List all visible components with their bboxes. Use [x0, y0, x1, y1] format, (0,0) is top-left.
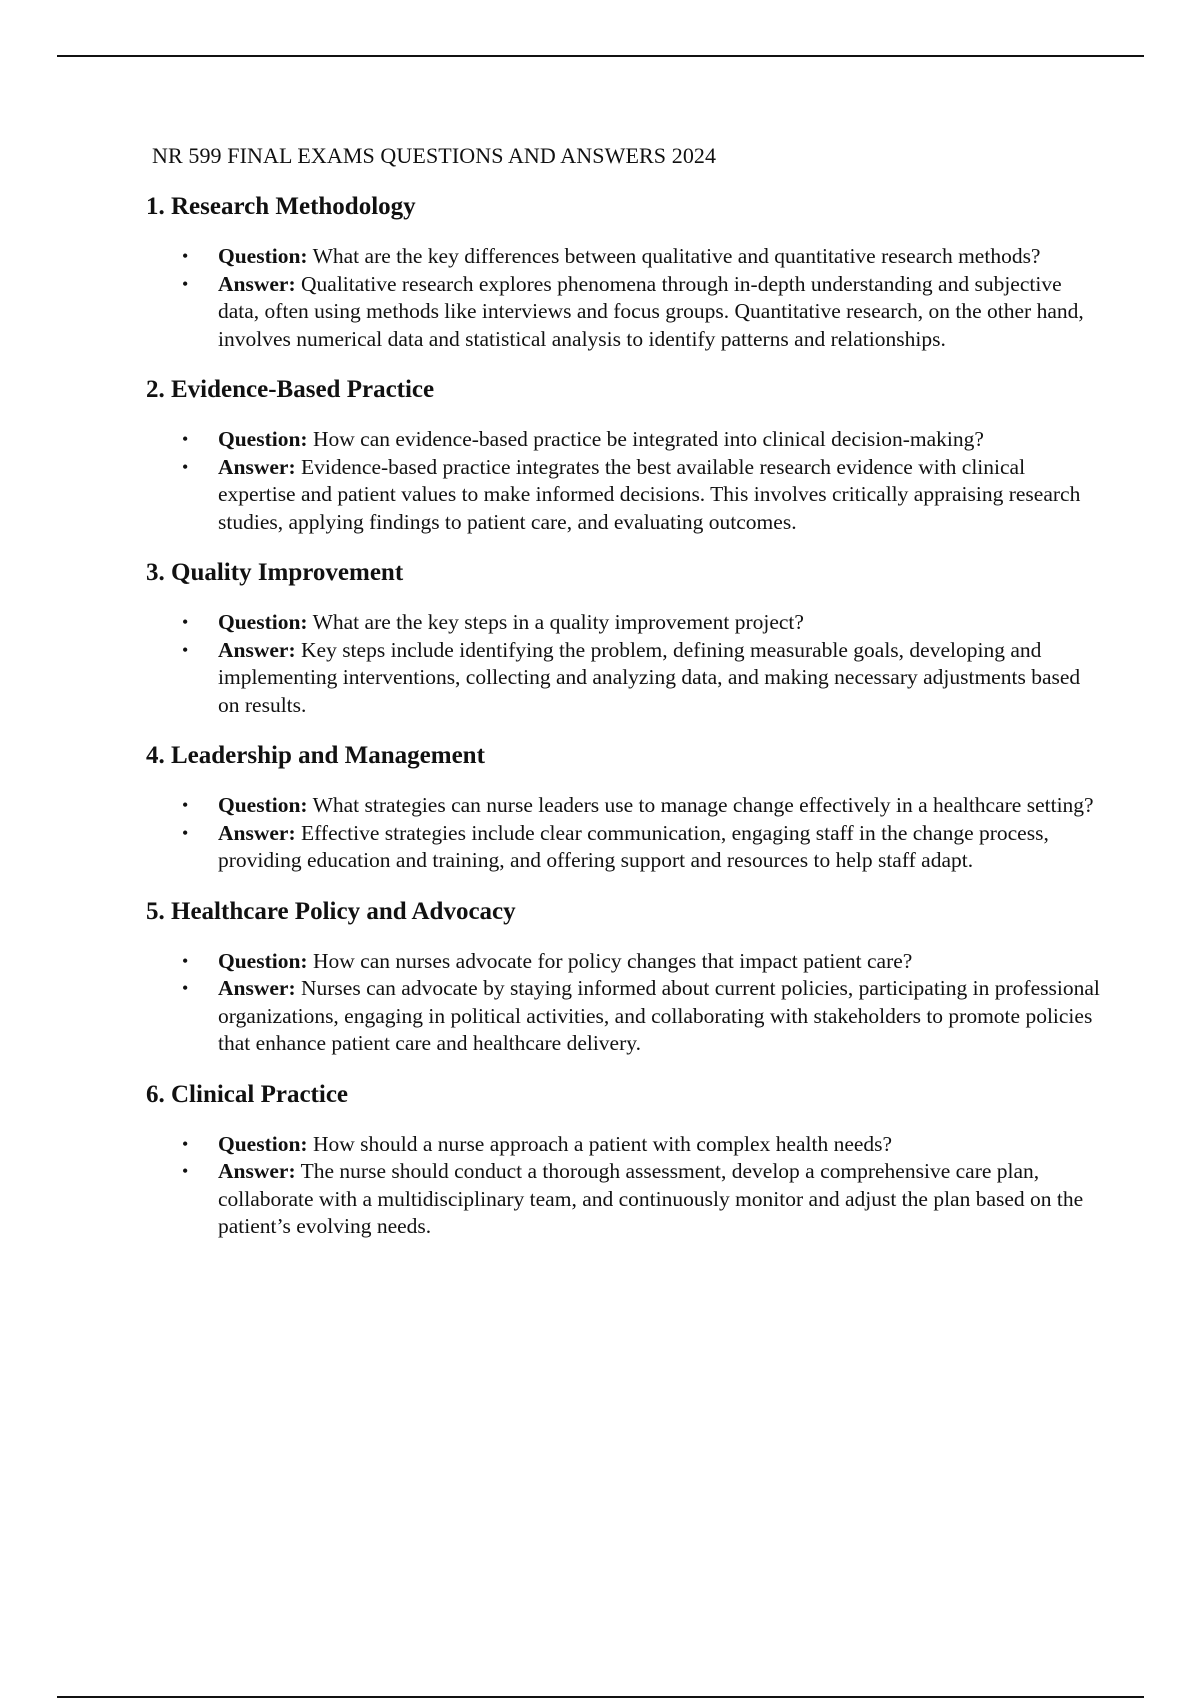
question-text: How should a nurse approach a patient with complex health needs? [312, 1131, 893, 1156]
answer-text: The nurse should conduct a thorough assessment, develop a comprehensive care plan, collaborate with a multidisciplinary team, and continuously monitor and adjust the plan based on the patient’s evolving needs. [218, 1159, 1084, 1238]
question-label: Question: [218, 793, 308, 817]
answer-item [146, 975, 1106, 1058]
bullet-icon: • [182, 273, 189, 294]
bullet-icon: • [182, 639, 189, 660]
section-heading: 1. Research Methodology [146, 193, 416, 220]
question-item [146, 1131, 1106, 1159]
question-text: What strategies can nurse leaders use to manage change effectively in a healthcare setting? [312, 793, 1094, 817]
qa-list [146, 792, 1106, 875]
bullet-icon: • [182, 1161, 189, 1181]
answer-label: Answer: [218, 1159, 296, 1183]
answer-label: Answer: [218, 637, 296, 662]
bullet-icon: • [182, 795, 189, 815]
section-heading: 2. Evidence-Based Practice [146, 376, 435, 403]
qa-list [146, 1131, 1106, 1241]
section-leadership-and-management [146, 740, 1106, 875]
question-item [146, 243, 1106, 271]
bullet-icon: • [182, 978, 189, 998]
bullet-icon: • [182, 429, 189, 449]
top-rule [57, 55, 1144, 57]
bullet-icon: • [182, 1133, 189, 1154]
question-label: Question: [218, 427, 308, 451]
qa-list [146, 609, 1106, 719]
section-research-methodology [146, 191, 1106, 353]
answer-text: Nurses can advocate by staying informed about current policies, participating in professional organizations, engaging in political activities, and collaborating with stakeholders to promote policies that enhance patient care and healthcare delivery. [218, 976, 1100, 1055]
answer-text: Evidence-based practice integrates the best available research evidence with clinical expertise and patient values to make informed decisions. This involves critically appraising research studies, applying findings to patient care, and evaluating outcomes. [218, 454, 1081, 534]
bullet-icon: • [182, 612, 189, 632]
section-clinical-practice [146, 1079, 1106, 1241]
question-text: What are the key differences between qualitative and quantitative research methods? [312, 244, 1041, 268]
section-heading: 6. Clinical Practice [146, 1080, 349, 1108]
answer-text: Key steps include identifying the problem, defining measurable goals, developing and implementing interventions, collecting and analyzing data, and making necessary adjustments based on results. [218, 637, 1081, 717]
question-text: How can nurses advocate for policy changes that impact patient care? [312, 948, 913, 973]
answer-item [146, 1158, 1106, 1241]
bullet-icon: • [182, 950, 189, 971]
answer-label: Answer: [218, 271, 296, 296]
answer-item [146, 637, 1106, 720]
question-label: Question: [218, 244, 308, 268]
question-text: What are the key steps in a quality improvement project? [312, 610, 804, 634]
answer-label: Answer: [218, 976, 296, 1000]
question-item [146, 426, 1106, 454]
bottom-rule [57, 1696, 1144, 1698]
document-title: NR 599 FINAL EXAMS QUESTIONS AND ANSWERS 2024 [152, 143, 717, 168]
qa-list [146, 948, 1106, 1058]
question-text: How can evidence-based practice be integrated into clinical decision-making? [312, 427, 984, 451]
question-item [146, 792, 1106, 820]
qa-list [146, 426, 1106, 536]
question-item [146, 948, 1106, 976]
answer-label: Answer: [218, 820, 296, 845]
section-evidence-based-practice [146, 374, 1106, 536]
bullet-icon: • [182, 456, 189, 477]
section-heading: 3. Quality Improvement [146, 559, 404, 586]
answer-text: Effective strategies include clear communication, engaging staff in the change process, providing education and training, and offering support and resources to help staff adapt. [218, 820, 1049, 872]
section-healthcare-policy-and-advocacy [146, 896, 1106, 1058]
answer-item [146, 820, 1106, 875]
bullet-icon: • [182, 246, 189, 266]
section-heading: 5. Healthcare Policy and Advocacy [146, 897, 516, 925]
question-label: Question: [218, 610, 308, 634]
question-label: Question: [218, 1131, 308, 1156]
qa-list [146, 243, 1106, 353]
answer-label: Answer: [218, 454, 296, 479]
question-label: Question: [218, 948, 308, 973]
answer-item [146, 454, 1106, 537]
section-heading: 4. Leadership and Management [146, 742, 485, 769]
question-item [146, 609, 1106, 637]
answer-text: Qualitative research explores phenomena through in-depth understanding and subjective data, often using methods like interviews and focus groups. Quantitative research, on the other hand, involves numerical data and statistical analysis to identify patterns and relationships. [218, 271, 1084, 351]
section-quality-improvement [146, 557, 1106, 719]
bullet-icon: • [182, 822, 189, 843]
document-content [146, 142, 1106, 1241]
answer-item [146, 271, 1106, 354]
